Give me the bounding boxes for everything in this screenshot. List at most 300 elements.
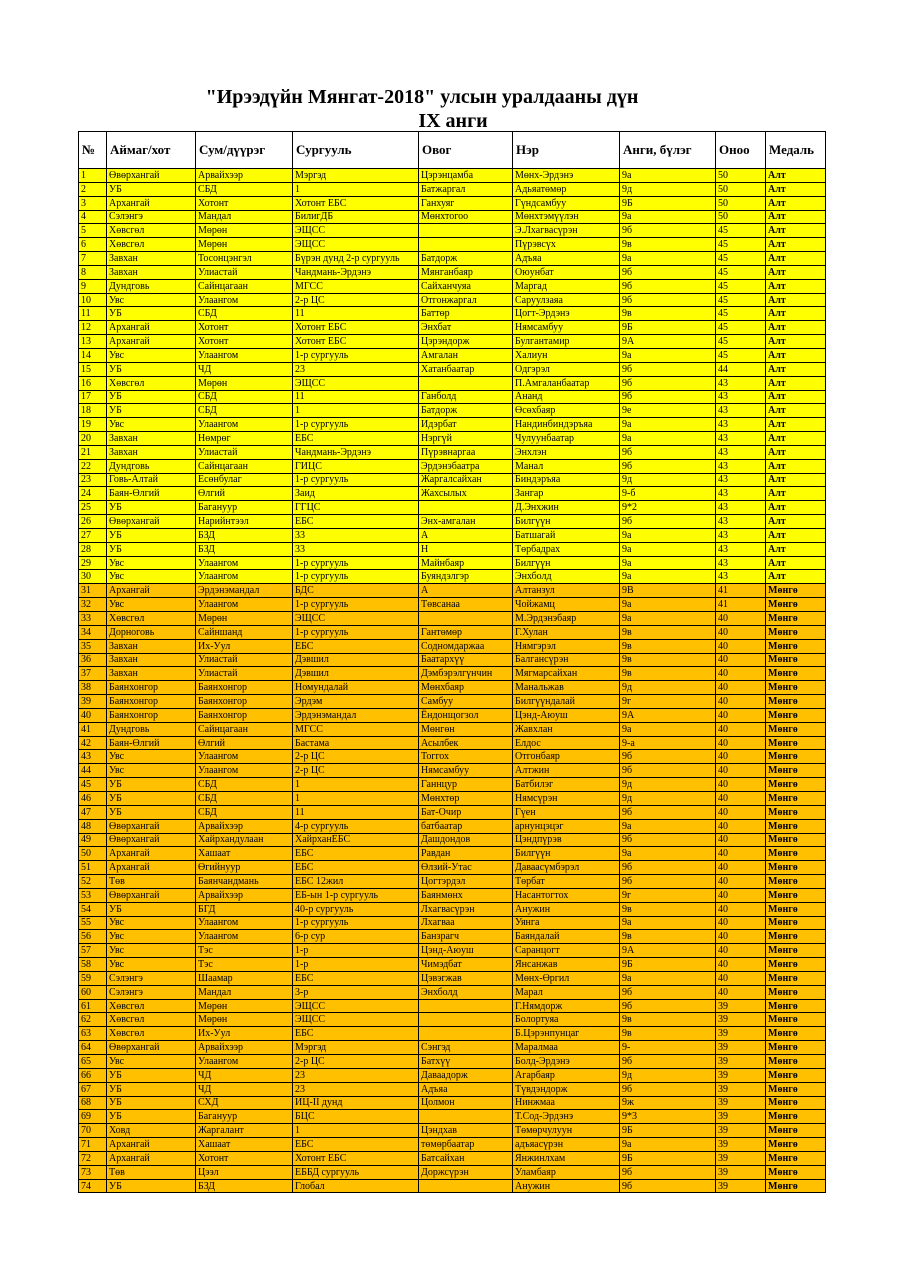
col-score-header: Оноо xyxy=(716,132,766,169)
sum-cell: Хотонт xyxy=(196,321,293,335)
surname-cell: Адъяа xyxy=(419,1082,513,1096)
surname-cell: Нэргүй xyxy=(419,432,513,446)
surname-cell: Дашдондов xyxy=(419,833,513,847)
surname-cell: Содномдаржаа xyxy=(419,639,513,653)
row-number: 22 xyxy=(79,459,107,473)
name-cell: Булгантамир xyxy=(513,335,620,349)
class-cell: 9*3 xyxy=(620,1110,716,1124)
school-cell: ГИЦС xyxy=(293,459,419,473)
school-cell: МГСС xyxy=(293,722,419,736)
table-row xyxy=(79,1082,826,1096)
class-cell: 9б xyxy=(620,833,716,847)
sum-cell: Улаангом xyxy=(196,570,293,584)
aimag-cell: УБ xyxy=(107,1096,196,1110)
table-row xyxy=(79,556,826,570)
score-cell: 50 xyxy=(716,182,766,196)
school-cell: ЭЩСС xyxy=(293,612,419,626)
class-cell: 9б xyxy=(620,1179,716,1193)
medal-cell: Алт xyxy=(766,321,826,335)
row-number: 52 xyxy=(79,875,107,889)
score-cell: 40 xyxy=(716,819,766,833)
surname-cell: Цэвэгжав xyxy=(419,971,513,985)
row-number: 60 xyxy=(79,985,107,999)
class-cell: 9г xyxy=(620,695,716,709)
school-cell: Дэвшил xyxy=(293,667,419,681)
name-cell: Саранцогт xyxy=(513,944,620,958)
table-row xyxy=(79,432,826,446)
score-cell: 43 xyxy=(716,473,766,487)
row-number: 33 xyxy=(79,612,107,626)
surname-cell: Самбуу xyxy=(419,695,513,709)
school-cell: ЕББД сургууль xyxy=(293,1165,419,1179)
school-cell: Глобал xyxy=(293,1179,419,1193)
medal-cell: Мөнгө xyxy=(766,958,826,972)
surname-cell xyxy=(419,1013,513,1027)
medal-cell: Мөнгө xyxy=(766,1027,826,1041)
aimag-cell: Архангай xyxy=(107,196,196,210)
surname-cell: Лхагваа xyxy=(419,916,513,930)
class-cell: 9ж xyxy=(620,1096,716,1110)
aimag-cell: Увс xyxy=(107,418,196,432)
name-cell: Пүрэвсүх xyxy=(513,238,620,252)
class-cell: 9б xyxy=(620,1082,716,1096)
medal-cell: Мөнгө xyxy=(766,791,826,805)
name-cell: Алтжин xyxy=(513,764,620,778)
row-number: 66 xyxy=(79,1068,107,1082)
surname-cell: Баянмөнх xyxy=(419,888,513,902)
name-cell: Одгэрэл xyxy=(513,362,620,376)
name-cell: Мягмарсайхан xyxy=(513,667,620,681)
table-row xyxy=(79,501,826,515)
school-cell: 1 xyxy=(293,778,419,792)
school-cell: ЭЩСС xyxy=(293,999,419,1013)
medal-cell: Алт xyxy=(766,432,826,446)
score-cell: 40 xyxy=(716,778,766,792)
score-cell: 40 xyxy=(716,612,766,626)
class-cell: 9б xyxy=(620,265,716,279)
table-row xyxy=(79,847,826,861)
class-cell: 9в xyxy=(620,930,716,944)
class-cell: 9д xyxy=(620,791,716,805)
sum-cell: Мандал xyxy=(196,985,293,999)
name-cell: Оюунбат xyxy=(513,265,620,279)
score-cell: 43 xyxy=(716,418,766,432)
row-number: 15 xyxy=(79,362,107,376)
table-row xyxy=(79,321,826,335)
col-class-header: Анги, бүлэг xyxy=(620,132,716,169)
school-cell: 1-р xyxy=(293,944,419,958)
name-cell: Б.Цэрэнпунцаг xyxy=(513,1027,620,1041)
table-row xyxy=(79,1068,826,1082)
class-cell: 9а xyxy=(620,542,716,556)
school-cell: ЕБС xyxy=(293,515,419,529)
col-medal-header: Медаль xyxy=(766,132,826,169)
medal-cell: Алт xyxy=(766,293,826,307)
row-number: 50 xyxy=(79,847,107,861)
school-cell: Хотонт ЕБС xyxy=(293,1151,419,1165)
name-cell: Агарбаяр xyxy=(513,1068,620,1082)
table-row xyxy=(79,888,826,902)
sum-cell: Нарийнтээл xyxy=(196,515,293,529)
aimag-cell: Архангай xyxy=(107,1151,196,1165)
row-number: 5 xyxy=(79,224,107,238)
sum-cell: Мөрөн xyxy=(196,376,293,390)
school-cell: 23 xyxy=(293,1068,419,1082)
name-cell: Мөнхтэмүүлэн xyxy=(513,210,620,224)
table-row xyxy=(79,930,826,944)
school-cell: Бастама xyxy=(293,736,419,750)
score-cell: 45 xyxy=(716,238,766,252)
table-row xyxy=(79,182,826,196)
sum-cell: ЧД xyxy=(196,1068,293,1082)
aimag-cell: Хөвсгөл xyxy=(107,224,196,238)
class-cell: 9б xyxy=(620,805,716,819)
name-cell: Түвдэндорж xyxy=(513,1082,620,1096)
row-number: 10 xyxy=(79,293,107,307)
row-number: 37 xyxy=(79,667,107,681)
row-number: 21 xyxy=(79,445,107,459)
score-cell: 39 xyxy=(716,1055,766,1069)
row-number: 48 xyxy=(79,819,107,833)
school-cell: 1-р сургууль xyxy=(293,473,419,487)
class-cell: 9б xyxy=(620,279,716,293)
aimag-cell: Хөвсгөл xyxy=(107,999,196,1013)
school-cell: 1-р сургууль xyxy=(293,556,419,570)
surname-cell: Отгонжаргал xyxy=(419,293,513,307)
medal-cell: Алт xyxy=(766,404,826,418)
table-row xyxy=(79,805,826,819)
medal-cell: Мөнгө xyxy=(766,1013,826,1027)
surname-cell: Чимэдбат xyxy=(419,958,513,972)
surname-cell: Банзрагч xyxy=(419,930,513,944)
medal-cell: Мөнгө xyxy=(766,1082,826,1096)
class-cell: 9в xyxy=(620,625,716,639)
score-cell: 39 xyxy=(716,1179,766,1193)
aimag-cell: Завхан xyxy=(107,639,196,653)
surname-cell: Энхболд xyxy=(419,985,513,999)
table-row xyxy=(79,708,826,722)
medal-cell: Мөнгө xyxy=(766,1165,826,1179)
school-cell: 1 xyxy=(293,1124,419,1138)
table-row xyxy=(79,736,826,750)
aimag-cell: Увс xyxy=(107,598,196,612)
medal-cell: Алт xyxy=(766,265,826,279)
row-number: 13 xyxy=(79,335,107,349)
score-cell: 40 xyxy=(716,750,766,764)
class-cell: 9б xyxy=(620,445,716,459)
surname-cell xyxy=(419,612,513,626)
col-number-header: № xyxy=(79,132,107,169)
table-row xyxy=(79,1138,826,1152)
name-cell: Балгансүрэн xyxy=(513,653,620,667)
row-number: 17 xyxy=(79,390,107,404)
medal-cell: Алт xyxy=(766,252,826,266)
aimag-cell: Увс xyxy=(107,293,196,307)
score-cell: 45 xyxy=(716,252,766,266)
surname-cell: Майнбаяр xyxy=(419,556,513,570)
row-number: 62 xyxy=(79,1013,107,1027)
school-cell: 1 xyxy=(293,791,419,805)
score-cell: 39 xyxy=(716,1138,766,1152)
row-number: 11 xyxy=(79,307,107,321)
score-cell: 43 xyxy=(716,515,766,529)
table-row xyxy=(79,667,826,681)
surname-cell: Бат-Очир xyxy=(419,805,513,819)
surname-cell xyxy=(419,501,513,515)
surname-cell: Сэнгэд xyxy=(419,1041,513,1055)
school-cell: 2-р ЦС xyxy=(293,750,419,764)
sum-cell: СХД xyxy=(196,1096,293,1110)
name-cell: Билгүүн xyxy=(513,515,620,529)
medal-cell: Алт xyxy=(766,501,826,515)
surname-cell: Цэрэндорж xyxy=(419,335,513,349)
table-row xyxy=(79,598,826,612)
school-cell: 33 xyxy=(293,528,419,542)
aimag-cell: Увс xyxy=(107,958,196,972)
row-number: 34 xyxy=(79,625,107,639)
name-cell: Т.Сод-Эрдэнэ xyxy=(513,1110,620,1124)
aimag-cell: Завхан xyxy=(107,432,196,446)
name-cell: Төмөрчулуун xyxy=(513,1124,620,1138)
surname-cell: Доржсүрэн xyxy=(419,1165,513,1179)
sum-cell: Хашаат xyxy=(196,1138,293,1152)
aimag-cell: Ховд xyxy=(107,1124,196,1138)
score-cell: 40 xyxy=(716,805,766,819)
class-cell: 9д xyxy=(620,473,716,487)
class-cell: 9а xyxy=(620,556,716,570)
sum-cell: Хашаат xyxy=(196,847,293,861)
class-cell: 9б xyxy=(620,764,716,778)
table-row xyxy=(79,902,826,916)
medal-cell: Мөнгө xyxy=(766,944,826,958)
row-number: 23 xyxy=(79,473,107,487)
table-row xyxy=(79,653,826,667)
name-cell: Мөнх-Эрдэнэ xyxy=(513,169,620,183)
school-cell: Номундалай xyxy=(293,681,419,695)
table-row xyxy=(79,791,826,805)
table-row xyxy=(79,238,826,252)
medal-cell: Мөнгө xyxy=(766,625,826,639)
score-cell: 45 xyxy=(716,307,766,321)
table-row xyxy=(79,944,826,958)
class-cell: 9а xyxy=(620,916,716,930)
class-cell: 9в xyxy=(620,902,716,916)
aimag-cell: Архангай xyxy=(107,861,196,875)
school-cell: 23 xyxy=(293,362,419,376)
table-row xyxy=(79,625,826,639)
medal-cell: Мөнгө xyxy=(766,875,826,889)
score-cell: 40 xyxy=(716,639,766,653)
table-row xyxy=(79,542,826,556)
medal-cell: Алт xyxy=(766,348,826,362)
row-number: 47 xyxy=(79,805,107,819)
surname-cell: Цогтэрдэл xyxy=(419,875,513,889)
aimag-cell: Баян-Өлгий xyxy=(107,736,196,750)
table-row xyxy=(79,210,826,224)
row-number: 57 xyxy=(79,944,107,958)
sum-cell: Тэс xyxy=(196,958,293,972)
surname-cell: Баатархүү xyxy=(419,653,513,667)
table-row xyxy=(79,861,826,875)
aimag-cell: УБ xyxy=(107,1179,196,1193)
sum-cell: Мөрөн xyxy=(196,238,293,252)
medal-cell: Мөнгө xyxy=(766,750,826,764)
school-cell: БДС xyxy=(293,584,419,598)
aimag-cell: Увс xyxy=(107,764,196,778)
name-cell: Нямгэрэл xyxy=(513,639,620,653)
score-cell: 45 xyxy=(716,279,766,293)
sum-cell: Хотонт xyxy=(196,1151,293,1165)
surname-cell: Асылбек xyxy=(419,736,513,750)
table-row xyxy=(79,1165,826,1179)
score-cell: 40 xyxy=(716,985,766,999)
table-row xyxy=(79,916,826,930)
medal-cell: Мөнгө xyxy=(766,667,826,681)
name-cell: Насантогтох xyxy=(513,888,620,902)
score-cell: 40 xyxy=(716,875,766,889)
score-cell: 50 xyxy=(716,169,766,183)
table-row xyxy=(79,1124,826,1138)
name-cell: Чулуунбаатар xyxy=(513,432,620,446)
name-cell: Адъяа xyxy=(513,252,620,266)
class-cell: 9а xyxy=(620,819,716,833)
score-cell: 39 xyxy=(716,1124,766,1138)
school-cell: БЦС xyxy=(293,1110,419,1124)
aimag-cell: Өвөрхангай xyxy=(107,819,196,833)
row-number: 65 xyxy=(79,1055,107,1069)
table-row xyxy=(79,584,826,598)
score-cell: 40 xyxy=(716,653,766,667)
score-cell: 40 xyxy=(716,861,766,875)
surname-cell: Гантөмөр xyxy=(419,625,513,639)
school-cell: 1 xyxy=(293,404,419,418)
sum-cell: Сайншанд xyxy=(196,625,293,639)
aimag-cell: Төв xyxy=(107,1165,196,1179)
class-cell: 9а xyxy=(620,612,716,626)
table-header-row xyxy=(79,132,826,169)
name-cell: адъяасүрэн xyxy=(513,1138,620,1152)
medal-cell: Мөнгө xyxy=(766,985,826,999)
surname-cell xyxy=(419,1110,513,1124)
table-row xyxy=(79,362,826,376)
table-row xyxy=(79,445,826,459)
school-cell: ЭЩСС xyxy=(293,376,419,390)
class-cell: 9г xyxy=(620,888,716,902)
name-cell: Манальжав xyxy=(513,681,620,695)
surname-cell xyxy=(419,238,513,252)
medal-cell: Алт xyxy=(766,224,826,238)
medal-cell: Мөнгө xyxy=(766,916,826,930)
school-cell: Чандмань-Эрдэнэ xyxy=(293,265,419,279)
sum-cell: Арвайхээр xyxy=(196,169,293,183)
table-row xyxy=(79,750,826,764)
row-number: 58 xyxy=(79,958,107,972)
sum-cell: Улиастай xyxy=(196,667,293,681)
aimag-cell: Хөвсгөл xyxy=(107,1027,196,1041)
medal-cell: Алт xyxy=(766,445,826,459)
medal-cell: Мөнгө xyxy=(766,861,826,875)
school-cell: 1-р сургууль xyxy=(293,418,419,432)
aimag-cell: УБ xyxy=(107,404,196,418)
table-row xyxy=(79,1151,826,1165)
school-cell: ЕБС xyxy=(293,1138,419,1152)
table-row xyxy=(79,681,826,695)
sum-cell: Улаангом xyxy=(196,930,293,944)
aimag-cell: Завхан xyxy=(107,653,196,667)
row-number: 12 xyxy=(79,321,107,335)
aimag-cell: Завхан xyxy=(107,667,196,681)
score-cell: 39 xyxy=(716,1013,766,1027)
medal-cell: Мөнгө xyxy=(766,888,826,902)
row-number: 39 xyxy=(79,695,107,709)
score-cell: 45 xyxy=(716,335,766,349)
class-cell: 9В xyxy=(620,584,716,598)
school-cell: 23 xyxy=(293,1082,419,1096)
name-cell: Баяндалай xyxy=(513,930,620,944)
class-cell: 9б xyxy=(620,459,716,473)
table-row xyxy=(79,1110,826,1124)
surname-cell xyxy=(419,999,513,1013)
school-cell: ЭЩСС xyxy=(293,238,419,252)
table-row xyxy=(79,958,826,972)
name-cell: Төрбат xyxy=(513,875,620,889)
class-cell: 9е xyxy=(620,404,716,418)
sum-cell: Нөмрөг xyxy=(196,432,293,446)
medal-cell: Алт xyxy=(766,473,826,487)
sum-cell: Мөрөн xyxy=(196,1013,293,1027)
school-cell: ЕБС 12жил xyxy=(293,875,419,889)
school-cell: ЕБС xyxy=(293,639,419,653)
score-cell: 43 xyxy=(716,556,766,570)
surname-cell: Ганболд xyxy=(419,390,513,404)
aimag-cell: Увс xyxy=(107,556,196,570)
aimag-cell: Баян-Өлгий xyxy=(107,487,196,501)
medal-cell: Алт xyxy=(766,238,826,252)
class-cell: 9а xyxy=(620,169,716,183)
row-number: 45 xyxy=(79,778,107,792)
surname-cell: Өлзий-Утас xyxy=(419,861,513,875)
score-cell: 39 xyxy=(716,1068,766,1082)
sum-cell: Улиастай xyxy=(196,265,293,279)
table-row xyxy=(79,875,826,889)
score-cell: 39 xyxy=(716,1096,766,1110)
sum-cell: Жаргалант xyxy=(196,1124,293,1138)
aimag-cell: Увс xyxy=(107,944,196,958)
row-number: 32 xyxy=(79,598,107,612)
name-cell: Билгүүн xyxy=(513,847,620,861)
school-cell: Хотонт ЕБС xyxy=(293,321,419,335)
medal-cell: Алт xyxy=(766,515,826,529)
row-number: 73 xyxy=(79,1165,107,1179)
sum-cell: СБД xyxy=(196,778,293,792)
row-number: 16 xyxy=(79,376,107,390)
row-number: 54 xyxy=(79,902,107,916)
aimag-cell: Дорноговь xyxy=(107,625,196,639)
medal-cell: Мөнгө xyxy=(766,584,826,598)
class-cell: 9Б xyxy=(620,1124,716,1138)
class-cell: 9б xyxy=(620,362,716,376)
aimag-cell: УБ xyxy=(107,390,196,404)
aimag-cell: Увс xyxy=(107,750,196,764)
name-cell: Марал xyxy=(513,985,620,999)
score-cell: 40 xyxy=(716,944,766,958)
page-title: "Ирээдүйн Мянгат-2018" улсын уралдааны дүн xyxy=(205,86,639,108)
class-cell: 9Б xyxy=(620,1151,716,1165)
table-row xyxy=(79,473,826,487)
class-cell: 9в xyxy=(620,639,716,653)
sum-cell: Улиастай xyxy=(196,445,293,459)
name-cell: Саруулзаяа xyxy=(513,293,620,307)
